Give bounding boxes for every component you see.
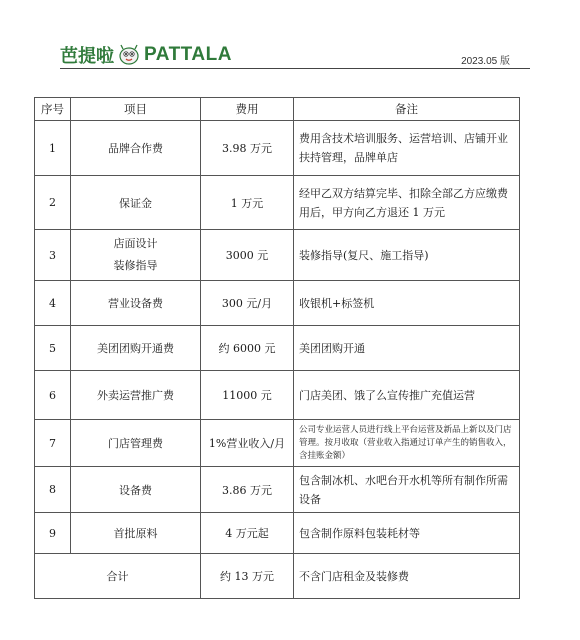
row-note: 公司专业运营人员进行线上平台运营及新品上新以及门店管理。按月收取（营业收入指通过订单产生的销售收入，含挂账金额） (294, 420, 520, 467)
table-row (35, 230, 520, 281)
row-no: 1 (35, 121, 71, 176)
row-no: 8 (35, 467, 71, 513)
brand-name-cn: 芭提啦 (60, 46, 114, 67)
table-row (35, 371, 520, 420)
row-fee: 1 万元 (201, 176, 294, 230)
row-no: 6 (35, 371, 71, 420)
row-item: 品牌合作费 (71, 121, 201, 176)
row-note: 包含制作原料包装耗材等 (294, 513, 520, 554)
row-note: 包含制冰机、水吧台开水机等所有制作所需设备 (294, 467, 520, 513)
brand-name-en: PATTALA (144, 44, 232, 65)
row-item: 美团团购开通费 (71, 326, 201, 371)
row-fee: 3.98 万元 (201, 121, 294, 176)
row-fee: 11000 元 (201, 371, 294, 420)
row-note: 门店美团、饿了么宣传推广充值运营 (294, 371, 520, 420)
table-row (35, 281, 520, 326)
row-fee: 4 万元起 (201, 513, 294, 554)
fee-table (34, 97, 520, 599)
row-fee: 1%营业收入/月 (201, 420, 294, 467)
header-rule (60, 68, 530, 69)
table-total-row (35, 554, 520, 599)
total-label: 合计 (35, 554, 201, 599)
row-item: 首批原料 (71, 513, 201, 554)
version-label: 2023.05 版 (461, 56, 510, 67)
row-no: 2 (35, 176, 71, 230)
row-note: 装修指导(复尺、施工指导) (294, 230, 520, 281)
table-row (35, 121, 520, 176)
row-item: 门店管理费 (71, 420, 201, 467)
column-header-fee: 费用 (201, 98, 294, 121)
row-item-line1: 店面设计 (113, 237, 158, 250)
total-fee: 约 13 万元 (201, 554, 294, 599)
row-fee: 3.86 万元 (201, 467, 294, 513)
row-item: 营业设备费 (71, 281, 201, 326)
row-no: 3 (35, 230, 71, 281)
table-row (35, 420, 520, 467)
row-note: 经甲乙双方结算完毕、扣除全部乙方应缴费用后，甲方向乙方退还 1 万元 (294, 176, 520, 230)
row-no: 9 (35, 513, 71, 554)
table-row (35, 467, 520, 513)
column-header-note: 备注 (294, 98, 520, 121)
table-row (35, 326, 520, 371)
mascot-icon (117, 44, 141, 66)
table-row (35, 176, 520, 230)
column-header-item: 项目 (71, 98, 201, 121)
row-no: 5 (35, 326, 71, 371)
brand-logo (60, 42, 232, 68)
row-note: 美团团购开通 (294, 326, 520, 371)
row-item (71, 230, 201, 281)
row-fee: 300 元/月 (201, 281, 294, 326)
table-header-row (35, 98, 520, 121)
row-no: 7 (35, 420, 71, 467)
row-fee: 3000 元 (201, 230, 294, 281)
row-item: 保证金 (71, 176, 201, 230)
row-item: 外卖运营推广费 (71, 371, 201, 420)
row-note: 收银机+标签机 (294, 281, 520, 326)
row-no: 4 (35, 281, 71, 326)
document-header (60, 40, 530, 70)
row-item-line2: 装修指导 (113, 259, 158, 272)
column-header-no: 序号 (35, 98, 71, 121)
row-fee: 约 6000 元 (201, 326, 294, 371)
table-row (35, 513, 520, 554)
total-note: 不含门店租金及装修费 (294, 554, 520, 599)
row-item: 设备费 (71, 467, 201, 513)
row-note: 费用含技术培训服务、运营培训、店铺开业扶持管理，品牌单店 (294, 121, 520, 176)
